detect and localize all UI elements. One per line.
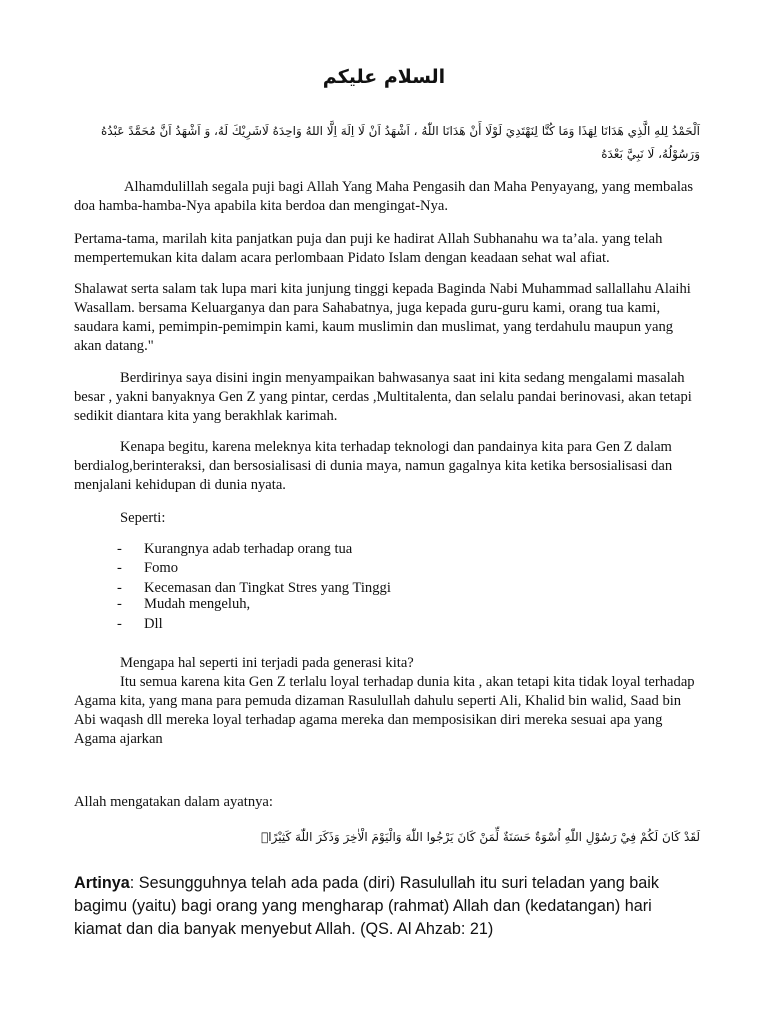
question-line: Mengapa hal seperti ini terjadi pada generasi kita? <box>120 655 414 671</box>
seperti-label: Seperti: <box>120 510 166 526</box>
ayat-arabic-text: لَقَدْ كَانَ لَكُمْ فِيْ رَسُوْلِ اللّٰهِ اُسْوَةٌ حَسَنَةٌ لِّمَنْ كَانَ يَرْجُوا اللّٰهَ وَالْيَوْمَ الْاٰخِرَ وَذَكَرَ اللّٰهَ كَثِيْرًاۗ <box>261 830 700 844</box>
list-item-text: Kecemasan dan Tingkat Stres yang Tinggi <box>144 580 391 596</box>
list-bullet: - <box>117 560 122 576</box>
opening-arabic-text: اَلْحَمْدُ لِلهِ الَّذِي هَدَانَا لِهَذَا وَمَا كُنَّا لِنَهْتَدِيَ لَوْلَا أَنْ هَدَانَا اللّٰهُ ، اَشْهَدُ اَنْ لَا اِلَهَ اِلَّا اللهُ وَاحِدَهُ لَاشَرِيْكَ لَهُ، وَ اَشْهَدُ اَنَّ مُحَمَّدً عَبْدُهُ وَرَسُوْلُهُ، لَا نَبِيَّ بَعْدَهُ <box>101 124 700 161</box>
paragraph-pertama-tama: Pertama-tama, marilah kita panjatkan puja dan puji ke hadirat Allah Subhanahu wa ta’ala. yang telah mempertemukan kita dalam acara perlombaan Pidato Islam dengan keadaan sehat wal afiat. <box>74 231 663 266</box>
allah-says-line: Allah mengatakan dalam ayatnya: <box>74 794 273 810</box>
paragraph-shalawat: Shalawat serta salam tak lupa mari kita junjung tinggi kepada Baginda Nabi Muhammad sallallahu Alaihi Wasallam. bersama Keluarganya dan para Sahabatnya, juga kepada guru-guru kami, orang tua kami, saudara kami, pemimpin-pemimpin kami, kaum muslimin dan muslimat, yang terdahulu maupun yang akan datang." <box>74 281 691 354</box>
artinya-paragraph <box>74 872 700 941</box>
page-title: السلام عليكم <box>322 66 446 88</box>
paragraph-kenapa: Kenapa begitu, karena meleknya kita terhadap teknologi dan pandainya kita para Gen Z dalam berdialog,berinteraksi, dan bersosialisasi di dunia maya, namun gagalnya kita ketika bersosialisasi dan menjalani kehidupan di dunia nyata. <box>74 439 673 493</box>
list-item-text: Fomo <box>144 560 179 576</box>
list-item-text: Dll <box>144 616 163 632</box>
list-bullet: - <box>117 616 122 632</box>
list-bullet: - <box>117 580 122 596</box>
list-bullet: - <box>117 541 122 557</box>
artinya-label: Artinya <box>74 874 130 892</box>
list-bullet: - <box>117 596 122 612</box>
paragraph-berdirinya: Berdirinya saya disini ingin menyampaikan bahwasanya saat ini kita sedang mengalami masalah besar , yakni banyaknya Gen Z yang pintar, cerdas ,Multitalenta, dan selalu pandai berinovasi, akan tetapi sedikit diantara kita yang berakhlak karimah. <box>74 370 692 424</box>
artinya-text: : Sesungguhnya telah ada pada (diri) Rasulullah itu suri teladan yang baik bagimu (yaitu) bagi orang yang mengharap (rahmat) Allah dan (kedatangan) hari kiamat dan dia banyak menyebut Allah. (QS. Al Ahzab: 21) <box>74 874 659 938</box>
paragraph-alhamdulillah: Alhamdulillah segala puji bagi Allah Yang Maha Pengasih dan Maha Penyayang, yang membalas doa hamba-hamba-Nya apabila kita berdoa dan mengingat-Nya. <box>74 179 694 214</box>
paragraph-answer: Itu semua karena kita Gen Z terlalu loyal terhadap dunia kita , akan tetapi kita tidak loyal terhadap Agama kita, yang mana para pemuda dizaman Rasulullah dahulu seperti Ali, Khalid bin walid, Saad bin Abi waqash dll mereka loyal terhadap agama mereka dan memposisikan diri mereka sesuai apa yang Agama ajarkan <box>74 674 695 747</box>
list-item-text: Mudah mengeluh, <box>144 596 251 612</box>
list-item-text: Kurangnya adab terhadap orang tua <box>144 541 353 557</box>
